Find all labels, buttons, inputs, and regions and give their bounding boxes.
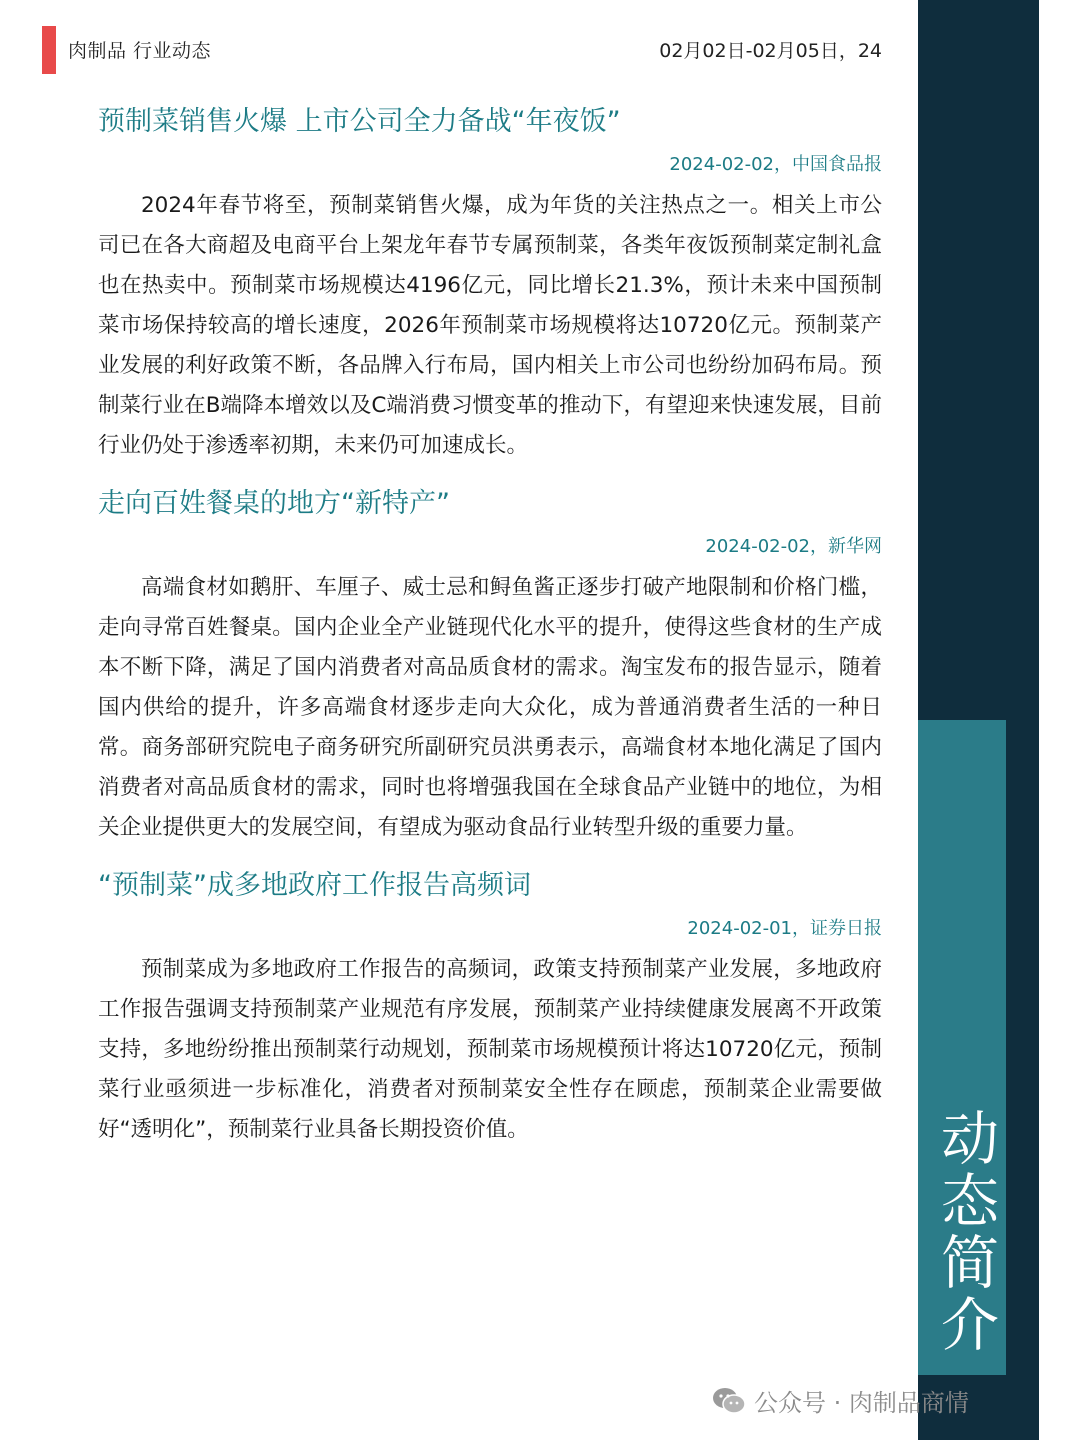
article-body: 高端食材如鹅肝、车厘子、威士忌和鲟鱼酱正逐步打破产地限制和价格门槛，走向寻常百姓餐桌。国内企业全产业链现代化水平的提升，使得这些食材的生产成本不断下降，满足了国内消费者对高品质食材的需求。淘宝发布的报告显示，随着国内供给的提升，许多高端食材逐步走向大众化，成为普通消费者生活的一种日常。商务部研究院电子商务研究所副研究员洪勇表示，高端食材本地化满足了国内消费者对高品质食材的需求，同时也将增强我国在全球食品产业链中的地位，为相关企业提供更大的发展空间，有望成为驱动食品行业转型升级的重要力量。 bbox=[98, 575, 882, 840]
header-accent-bar bbox=[42, 26, 56, 74]
watermark-text: 公众号 · 肉制品商情 bbox=[754, 1389, 969, 1417]
sidebar-title-char: 态 bbox=[940, 1167, 999, 1235]
header-category: 肉制品 行业动态 bbox=[68, 40, 212, 62]
article-2 bbox=[98, 484, 882, 848]
sidebar-title bbox=[918, 1105, 1022, 1359]
article-title: 预制菜销售火爆 上市公司全力备战“年夜饭” bbox=[98, 106, 621, 137]
article-meta: 2024-02-02，中国食品报 bbox=[669, 154, 882, 175]
wechat-icon bbox=[712, 1387, 746, 1415]
article-1 bbox=[98, 102, 882, 466]
watermark bbox=[712, 1383, 969, 1418]
article-title: 走向百姓餐桌的地方“新特产” bbox=[98, 488, 450, 519]
article-meta: 2024-02-02，新华网 bbox=[705, 536, 882, 557]
article-body: 2024年春节将至，预制菜销售火爆，成为年货的关注热点之一。相关上市公司已在各大商超及电商平台上架龙年春节专属预制菜，各类年夜饭预制菜定制礼盒也在热卖中。预制菜市场规模达4196亿元，同比增长21.3%，预计未来中国预制菜市场保持较高的增长速度，2026年预制菜市场规模将达10720亿元。预制菜产业发展的利好政策不断，各品牌入行布局，国内相关上市公司也纷纷加码布局。预制菜行业在B端降本增效以及C端消费习惯变革的推动下，有望迎来快速发展，目前行业仍处于渗透率初期，未来仍可加速成长。 bbox=[98, 193, 882, 458]
article-title: “预制菜”成多地政府工作报告高频词 bbox=[98, 870, 531, 901]
article-3 bbox=[98, 866, 882, 1150]
sidebar-title-char: 介 bbox=[940, 1291, 999, 1359]
sidebar-title-char: 简 bbox=[940, 1229, 999, 1297]
article-meta: 2024-02-01，证券日报 bbox=[687, 918, 882, 939]
sidebar-title-char: 动 bbox=[940, 1105, 999, 1173]
header-date-range: 02月02日-02月05日，24 bbox=[659, 40, 882, 62]
article-list bbox=[98, 96, 882, 1168]
article-body: 预制菜成为多地政府工作报告的高频词，政策支持预制菜产业发展，多地政府工作报告强调支持预制菜产业规范有序发展，预制菜产业持续健康发展离不开政策支持，多地纷纷推出预制菜行动规划，预制菜市场规模预计将达10720亿元，预制菜行业亟须进一步标准化，消费者对预制菜安全性存在顾虑，预制菜企业需要做好“透明化”，预制菜行业具备长期投资价值。 bbox=[98, 957, 882, 1142]
